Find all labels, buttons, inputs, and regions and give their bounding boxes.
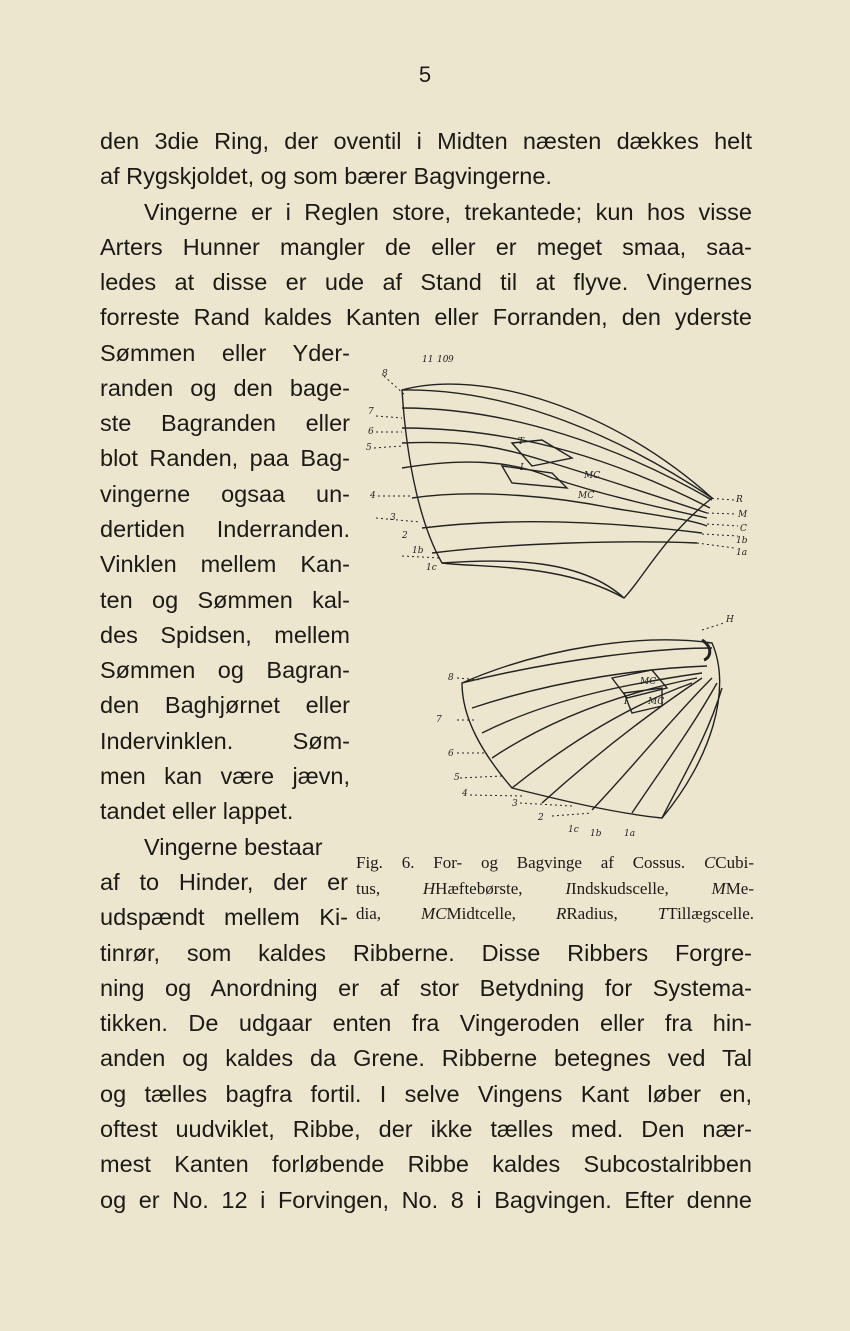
body-line: Indervinklen. Søm- [100,728,350,754]
abbr: MC [421,904,447,923]
body-line: dertiden Inderranden. [100,516,350,542]
vein-label: 6 [368,427,374,437]
body-line: udspændt mellem Ki- [100,904,348,930]
body-line: tinrør, som kaldes Ribberne. Disse Ribbers Forgre- [100,940,752,966]
abbr-definition: Midtcelle, [446,904,516,923]
body-line: ste Bagranden eller [100,410,350,436]
body-line: forreste Rand kaldes Kanten eller Forranden, den yderste [100,304,752,330]
vein-label: M [738,510,748,520]
vein-label: 9 [448,355,454,365]
cell-label: I [520,463,524,473]
vein-label: 2 [538,813,544,823]
vein-label: 8 [382,369,388,379]
abbr-definition: Me- [725,879,755,898]
cell-label: MC [640,677,657,687]
forewing-vein [402,462,707,518]
vein-label: 11 [422,355,434,365]
wing-venation-diagram [362,348,752,848]
body-line: Arters Hunner mangler de eller er meget smaa, saa- [100,234,752,260]
vein-label: 5 [366,443,372,453]
vein-label: C [740,524,747,534]
abbr: R [555,904,567,923]
cell-label: MC [584,471,601,481]
body-line: randen og den bage- [100,375,350,401]
vein-label: 2 [402,531,408,541]
vein-label: R [736,495,743,505]
abbr-definition: Radius, [566,904,618,923]
forewing-vein [442,561,624,598]
vein-label: 4 [462,789,468,799]
vein-label: H [726,615,734,625]
body-line: Vinklen mellem Kan- [100,551,350,577]
abbr: H [422,879,436,898]
figure-caption-line [356,876,754,902]
body-line: anden og kaldes da Grene. Ribberne betegnes ved Tal [100,1045,752,1071]
abbr: M [711,879,726,898]
body-line: tikken. De udgaar enten fra Vingeroden eller fra hin- [100,1010,752,1036]
body-line: ning og Anordning er af stor Betydning for Systema- [100,975,752,1001]
page-number: 5 [418,62,432,87]
body-line: Vingerne er i Reglen store, trekantede; kun hos visse [144,199,752,225]
vein-label: 7 [368,407,374,417]
vein-label: 1b [412,546,424,556]
body-line: ten og Sømmen kal- [100,587,350,613]
cell-label: MC [648,697,665,707]
abbr-definition: Tillægscelle. [667,904,755,923]
hindwing-vein [512,683,692,788]
vein-label: 1a [624,829,636,839]
forewing-vein [422,522,702,533]
body-line: den Baghjørnet eller [100,692,350,718]
wing-figure [362,348,752,848]
forewing-vein [432,542,697,553]
body-line: vingerne ogsaa un- [100,481,350,507]
abbr-definition: Cubi- [715,853,755,872]
body-line: des Spidsen, mellem [100,622,350,648]
hindwing-vein [662,688,722,818]
figure-caption-line [356,850,754,876]
abbr-definition: dia, [356,904,382,923]
body-line: Sømmen eller Yder- [100,340,350,366]
body-line: af to Hinder, der er [100,869,348,895]
body-line: og er No. 12 i Forvingen, No. 8 i Bagvingen. Efter denne [100,1187,752,1213]
vein-label: 7 [436,715,442,725]
cell-label: T [518,437,525,447]
abbr: T [657,904,668,923]
hindwing-vein [492,678,697,758]
body-line: men kan være jævn, [100,763,350,789]
vein-label: 4 [370,491,376,501]
figure-caption-line [356,901,754,927]
vein-label: 1c [426,563,437,573]
vein-label: 8 [448,673,454,683]
forewing-vein [402,390,712,498]
abbr-definition: Hæftebørste, [435,879,523,898]
vein-label: 6 [448,749,454,759]
vein-label: 1b [736,536,748,546]
forewing-outline [402,384,712,598]
body-line: ledes at disse er ude af Stand til at flyve. Vingernes [100,269,752,295]
cell-label: I [624,697,628,707]
hindwing-outline [462,640,720,818]
vein-label: 1c [568,825,579,835]
vein-label: 5 [454,773,460,783]
body-line: og tælles bagfra fortil. I selve Vingens Kant løber en, [100,1081,752,1107]
abbr: C [703,853,716,872]
vein-label: 3 [512,799,518,809]
vein-label: 3 [390,513,396,523]
abbr: I [565,879,571,898]
body-line: tandet eller lappet. [100,798,294,824]
body-line: mest Kanten forløbende Ribbe kaldes Subcostalribben [100,1151,752,1177]
forewing-vein [502,466,567,488]
vein-label: 1a [736,548,748,558]
fig-title: For- og Bagvinge af Cossus. [433,853,686,872]
body-line: den 3die Ring, der oventil i Midten næsten dækkes helt [100,128,752,154]
forewing-vein [402,442,707,513]
abbr-definition: tus, [356,879,381,898]
body-line: Vingerne bestaar [144,834,323,860]
fig-label: Fig. 6. [356,853,415,872]
vein-label: 1b [590,829,602,839]
body-line: af Rygskjoldet, og som bærer Bagvingerne. [100,163,552,189]
vein-label: 10 [437,355,449,365]
body-line: blot Randen, paa Bag- [100,445,350,471]
abbr-definition: Indskudscelle, [570,879,669,898]
body-line: oftest uudviklet, Ribbe, der ikke tælles med. Den nær- [100,1116,752,1142]
body-line: Sømmen og Bagran- [100,657,350,683]
cell-label: MC [578,491,595,501]
